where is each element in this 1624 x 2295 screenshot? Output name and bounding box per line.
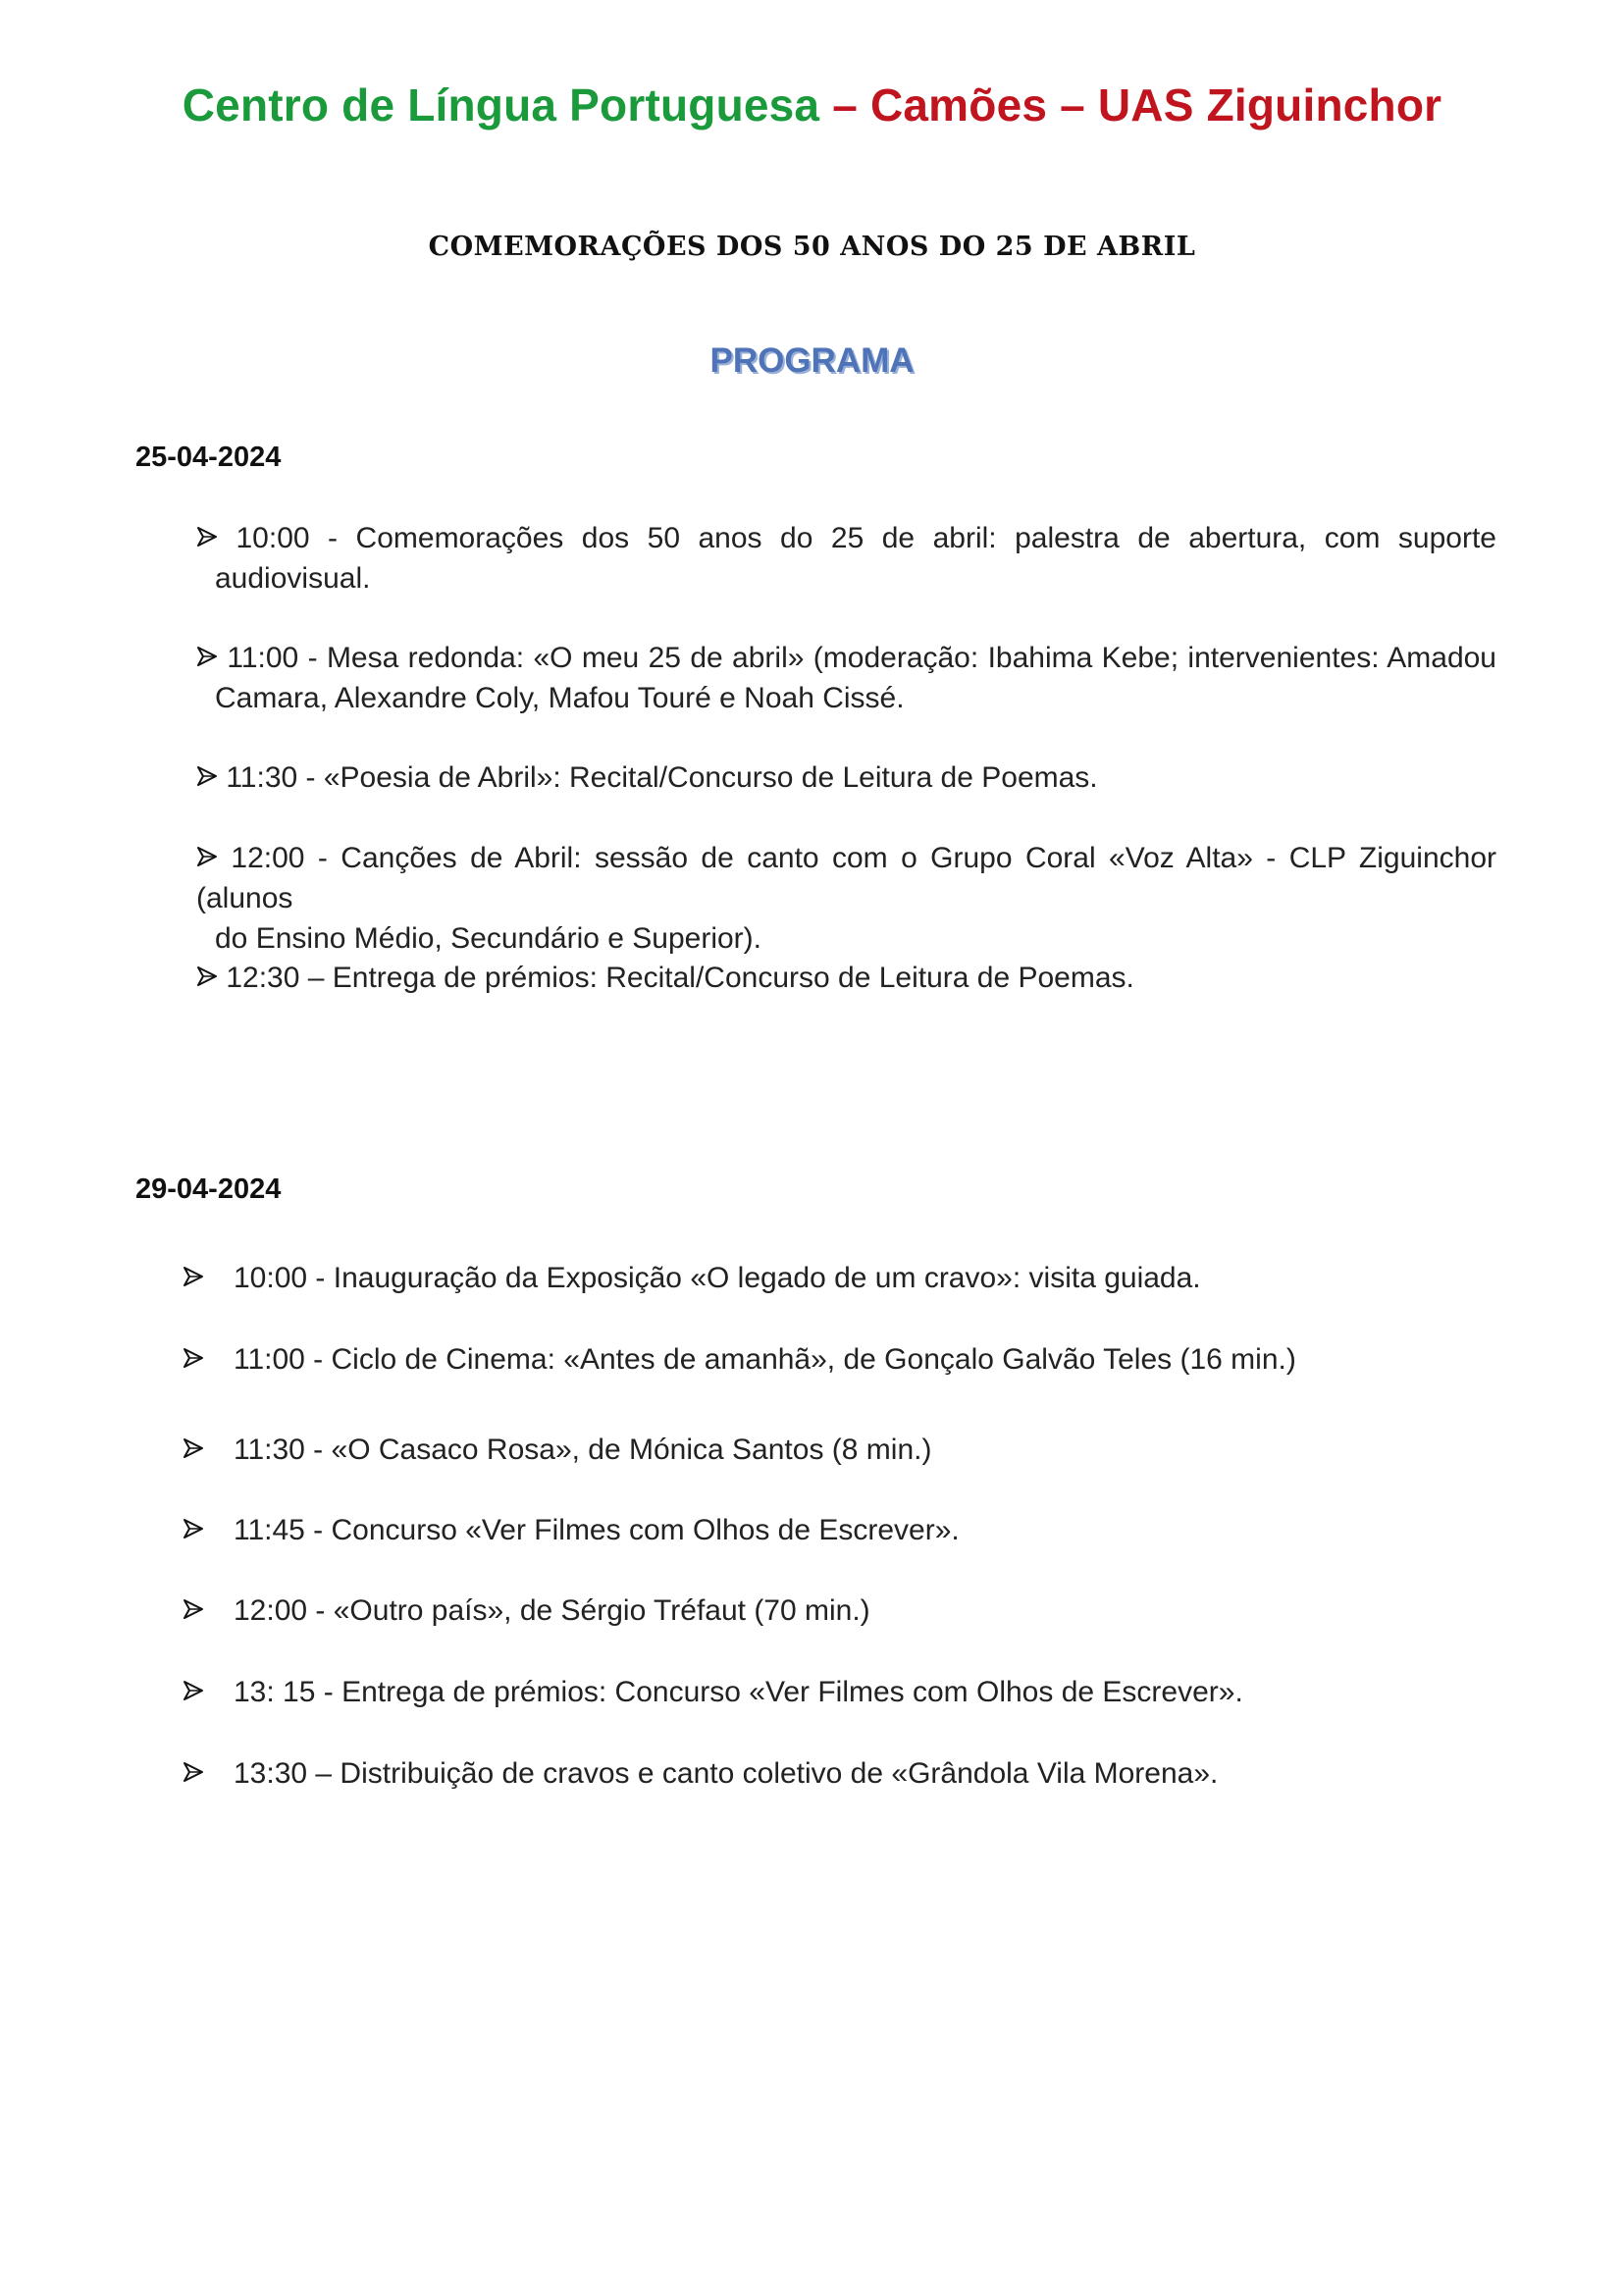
day1-item bbox=[196, 757, 1496, 798]
arrowhead-bullet-icon bbox=[183, 1262, 204, 1291]
day2-item bbox=[183, 1753, 1497, 1794]
item-text: 11:45 - Concurso «Ver Filmes com Olhos de Escrever». bbox=[234, 1514, 960, 1546]
item-text: 11:00 - Mesa redonda: «O meu 25 de abril» (moderação: Ibahima Kebe; intervenientes: Amadou bbox=[227, 642, 1496, 674]
arrowhead-bullet-icon bbox=[183, 1434, 204, 1463]
day1-item bbox=[196, 518, 1496, 599]
day1-item bbox=[196, 638, 1496, 718]
item-text: 12:30 – Entrega de prémios: Recital/Concurso de Leitura de Poemas. bbox=[226, 962, 1134, 994]
day1-item bbox=[196, 838, 1496, 959]
day2-item bbox=[183, 1510, 1497, 1550]
item-text: 13:30 – Distribuição de cravos e canto coletivo de «Grândola Vila Morena». bbox=[234, 1757, 1219, 1790]
header-separator: – bbox=[819, 79, 870, 130]
item-text: 13: 15 - Entrega de prémios: Concurso «Ver Filmes com Olhos de Escrever». bbox=[234, 1676, 1243, 1708]
item-text-continued: do Ensino Médio, Secundário e Superior). bbox=[215, 922, 761, 955]
arrowhead-bullet-icon bbox=[183, 1594, 204, 1624]
header-title-part1: Centro de Língua Portuguesa bbox=[182, 79, 820, 130]
arrowhead-bullet-icon bbox=[196, 522, 218, 551]
day2-date: 29-04-2024 bbox=[135, 1174, 282, 1205]
day2-item bbox=[183, 1591, 1497, 1631]
header-title-part2: Camões bbox=[869, 79, 1048, 130]
document-subtitle: COMEMORAÇÕES DOS 50 ANOS DO 25 DE ABRIL bbox=[428, 232, 1196, 262]
arrowhead-bullet-icon bbox=[183, 1343, 204, 1373]
item-text-continued: audiovisual. bbox=[215, 562, 371, 595]
item-text: 11:30 - «Poesia de Abril»: Recital/Concurso de Leitura de Poemas. bbox=[226, 761, 1098, 794]
arrowhead-bullet-icon bbox=[196, 842, 218, 871]
item-text: 12:00 - «Outro país», de Sérgio Tréfaut (70 min.) bbox=[234, 1594, 870, 1627]
item-text: 10:00 - Comemorações dos 50 anos do 25 de abril: palestra de abertura, com suporte bbox=[236, 522, 1496, 554]
arrowhead-bullet-icon bbox=[196, 761, 218, 791]
item-text: 12:00 - Canções de Abril: sessão de canto com o Grupo Coral «Voz Alta» - CLP Ziguinchor (alunos bbox=[196, 842, 1496, 914]
arrowhead-bullet-icon bbox=[196, 962, 218, 991]
header-title-part3: UAS Ziguinchor bbox=[1097, 79, 1442, 130]
programa-heading: PROGRAMA bbox=[709, 341, 915, 380]
item-text: 11:30 - «O Casaco Rosa», de Mónica Santos (8 min.) bbox=[234, 1434, 932, 1466]
day2-item bbox=[183, 1339, 1497, 1380]
day2-item bbox=[183, 1430, 1497, 1470]
arrowhead-bullet-icon bbox=[183, 1757, 204, 1787]
item-text: 11:00 - Ciclo de Cinema: «Antes de amanhã», de Gonçalo Galvão Teles (16 min.) bbox=[234, 1343, 1296, 1376]
arrowhead-bullet-icon bbox=[183, 1676, 204, 1705]
arrowhead-bullet-icon bbox=[196, 642, 218, 671]
header-separator: – bbox=[1047, 79, 1098, 130]
day1-date: 25-04-2024 bbox=[135, 442, 282, 473]
day2-item bbox=[183, 1258, 1497, 1298]
item-text: 10:00 - Inauguração da Exposição «O legado de um cravo»: visita guiada. bbox=[234, 1262, 1201, 1294]
item-text-continued: Camara, Alexandre Coly, Mafou Touré e Noah Cissé. bbox=[215, 682, 905, 714]
arrowhead-bullet-icon bbox=[183, 1514, 204, 1543]
day1-item bbox=[196, 958, 1496, 998]
document-header bbox=[0, 78, 1624, 131]
day2-item bbox=[183, 1672, 1497, 1712]
